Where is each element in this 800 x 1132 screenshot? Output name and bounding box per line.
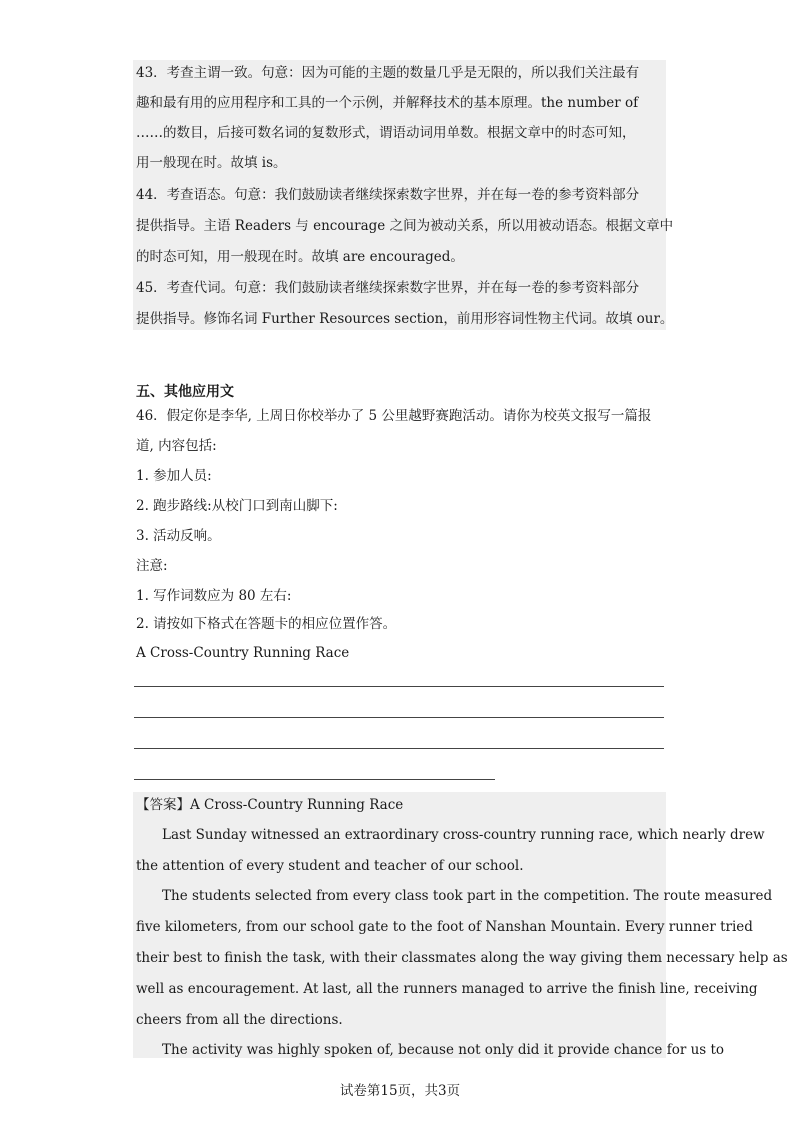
answer-writing-line — [134, 748, 664, 749]
answer-line: cheers from all the directions. — [136, 1012, 343, 1028]
answer-title: 【答案】A Cross-Country Running Race — [136, 797, 404, 813]
explanation-line: 趣和最有用的应用程序和工具的一个示例，并解释技术的基本原理。the number of — [136, 95, 639, 111]
explanation-line: 的时态可知，用一般现在时。故填 are encouraged。 — [136, 249, 464, 265]
answer-line: Last Sunday witnessed an extraordinary cross-country running race, which nearly drew — [162, 827, 765, 843]
question-line: 2. 跑步路线:从校门口到南山脚下: — [136, 498, 338, 514]
answer-line: the attention of every student and teacher of our school. — [136, 858, 524, 874]
question-line: 46．假定你是李华, 上周日你校举办了 5 公里越野赛跑活动。请你为校英文报写一篇报 — [136, 408, 652, 424]
question-line: 3. 活动反响。 — [136, 528, 221, 544]
question-line: 道, 内容包括: — [136, 438, 217, 454]
page-footer: 试卷第15页，共3页 — [339, 1083, 461, 1099]
section-heading: 五、其他应用文 — [136, 384, 234, 400]
answer-line: five kilometers, from our school gate to the foot of Nanshan Mountain. Every runner tried — [136, 919, 753, 935]
explanation-line: 用一般现在时。故填 is。 — [136, 155, 287, 171]
explanation-line: 45．考查代词。句意：我们鼓励读者继续探索数字世界，并在每一卷的参考资料部分 — [136, 280, 640, 296]
answer-writing-line — [134, 779, 495, 780]
question-line: 2. 请按如下格式在答题卡的相应位置作答。 — [136, 616, 397, 632]
explanation-line: 44．考查语态。句意：我们鼓励读者继续探索数字世界，并在每一卷的参考资料部分 — [136, 187, 640, 203]
explanation-line: 43．考查主谓一致。句意：因为可能的主题的数量几乎是无限的，所以我们关注最有 — [136, 65, 640, 81]
answer-writing-line — [134, 717, 664, 718]
writing-title: A Cross-Country Running Race — [136, 645, 350, 661]
answer-line: The activity was highly spoken of, because not only did it provide chance for us to — [162, 1042, 725, 1058]
answer-line: well as encouragement. At last, all the runners managed to arrive the finish line, receiving — [136, 981, 758, 997]
question-line: 1. 参加人员: — [136, 468, 212, 484]
answer-line: their best to finish the task, with their classmates along the way giving them necessary help as — [136, 950, 788, 966]
question-line: 1. 写作词数应为 80 左右: — [136, 588, 292, 604]
explanation-line: 提供指导。主语 Readers 与 encourage 之间为被动关系，所以用被动语态。根据文章中 — [136, 218, 674, 234]
answer-line: The students selected from every class took part in the competition. The route measured — [162, 888, 773, 904]
explanation-line: 提供指导。修饰名词 Further Resources section，前用形容词性物主代词。故填 our。 — [136, 311, 674, 327]
explanation-line: ……的数目，后接可数名词的复数形式，谓语动词用单数。根据文章中的时态可知， — [136, 125, 636, 141]
answer-writing-line — [134, 686, 664, 687]
question-line: 注意: — [136, 558, 168, 574]
